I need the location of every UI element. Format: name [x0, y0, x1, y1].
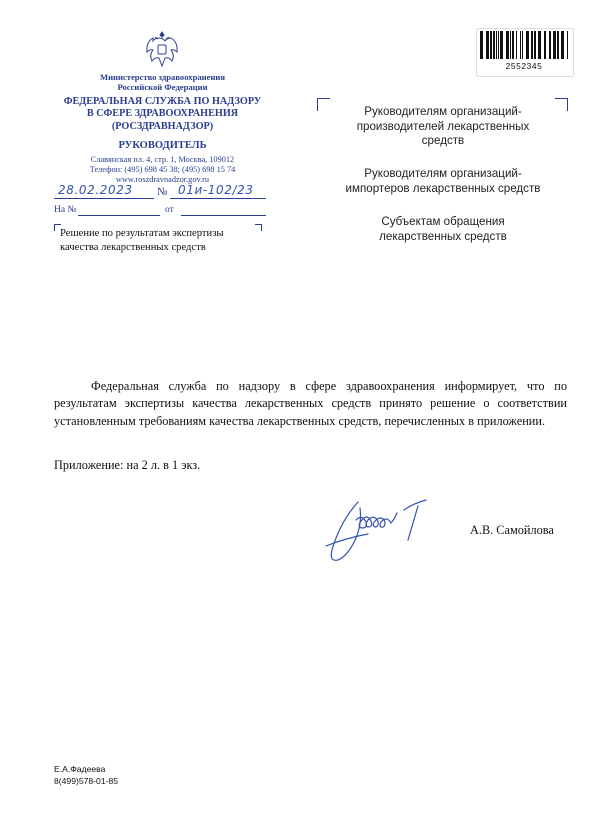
executor-phone: 8(499)578-01-85	[54, 776, 119, 786]
barcode-bar	[544, 31, 546, 59]
attachment-note: Приложение: на 2 л. в 1 экз.	[54, 458, 201, 472]
reference-number-line	[78, 215, 160, 216]
barcode-bar	[480, 31, 483, 59]
addressee-3-line-2: лекарственных средств	[379, 229, 507, 243]
ministry-line-2: Российской Федерации	[117, 82, 208, 92]
website-text: www.roszdravnadzor.gov.ru	[115, 175, 210, 185]
subject	[60, 227, 270, 254]
barcode-bar	[506, 31, 509, 59]
contact-block	[40, 155, 285, 186]
agency-name	[40, 96, 285, 133]
agency-line-2: В СФЕРЕ ЗДРАВООХРАНЕНИЯ	[86, 108, 239, 120]
barcode-bar	[520, 31, 521, 59]
addressee-3	[330, 215, 556, 244]
barcode-icon	[478, 31, 570, 63]
addressee-2	[330, 167, 556, 196]
subject-line-2: качества лекарственных средств	[60, 241, 206, 253]
barcode-bar	[538, 31, 541, 59]
letter-body	[54, 378, 567, 430]
body-paragraph: Федеральная служба по надзору в сфере здравоохранения информирует, что по результатам экспертизы качества лекарственных средств принято решение о соответствии установленным требованиям качества лекарственных средств, перечисленных в приложении.	[54, 379, 567, 428]
barcode-bar	[512, 31, 514, 59]
phone-text: Телефон: (495) 698 45 38; (495) 698 15 74	[89, 165, 236, 175]
addressee-1-line-1: Руководителям организаций-	[364, 105, 522, 118]
barcode-number: 2552345	[505, 61, 543, 71]
addressee-1	[330, 105, 556, 149]
handwritten-signature	[318, 480, 468, 570]
barcode-bar	[510, 31, 511, 59]
ministry-name	[40, 72, 285, 92]
addressee-2-line-2: импортеров лекарственных средств	[345, 181, 541, 195]
subject-line-1: Решение по результатам экспертизы	[60, 228, 224, 239]
barcode-bar	[493, 31, 495, 59]
barcode-bar	[498, 31, 499, 59]
address-text: Славянская пл. 4, стр. 1, Москва, 109012	[90, 155, 235, 164]
head-title: РУКОВОДИТЕЛЬ	[118, 140, 207, 151]
ministry-line-1: Министерство здравоохранения	[99, 72, 226, 82]
executor-name: Е.А.Фадеева	[54, 764, 106, 774]
barcode-bar	[516, 31, 517, 59]
barcode-bar	[531, 31, 533, 59]
barcode-bar	[561, 31, 564, 59]
agency-line-3: (РОСЗДРАВНАДЗОР)	[111, 120, 214, 132]
barcode-bar	[500, 31, 503, 59]
barcode-bar	[567, 31, 568, 59]
addressee-corner-right	[555, 98, 568, 111]
registration-number: 01и-102/23	[178, 183, 254, 197]
addressee-corner-left	[317, 98, 330, 111]
addressee-3-line-1: Субъектам обращения	[381, 215, 505, 228]
signer-name: А.В. Самойлова	[470, 523, 554, 537]
barcode-bar	[486, 31, 489, 59]
barcode-bar	[526, 31, 529, 59]
barcode-bar	[549, 31, 551, 59]
barcode-bar	[522, 31, 523, 59]
barcode-bar	[490, 31, 492, 59]
barcode-bar	[534, 31, 536, 59]
date-line	[54, 198, 154, 199]
agency-line-1: ФЕДЕРАЛЬНАЯ СЛУЖБА ПО НАДЗОРУ	[63, 96, 262, 107]
barcode-bar	[496, 31, 497, 59]
reference-date-label: от	[165, 205, 174, 215]
registration-date: 28.02.2023	[58, 183, 133, 197]
number-line	[170, 198, 266, 199]
russian-coat-of-arms-icon	[143, 28, 181, 70]
barcode-bar	[557, 31, 559, 59]
reference-number-label: На №	[54, 205, 77, 215]
addressee-2-line-1: Руководителям организаций-	[364, 167, 522, 180]
barcode-bar	[553, 31, 556, 59]
addressee-1-line-2: производителей лекарственных	[356, 119, 530, 133]
reference-date-line	[181, 215, 266, 216]
addressee-1-line-3: средств	[421, 134, 465, 147]
number-sign: №	[157, 186, 168, 198]
executor-block	[54, 763, 118, 787]
